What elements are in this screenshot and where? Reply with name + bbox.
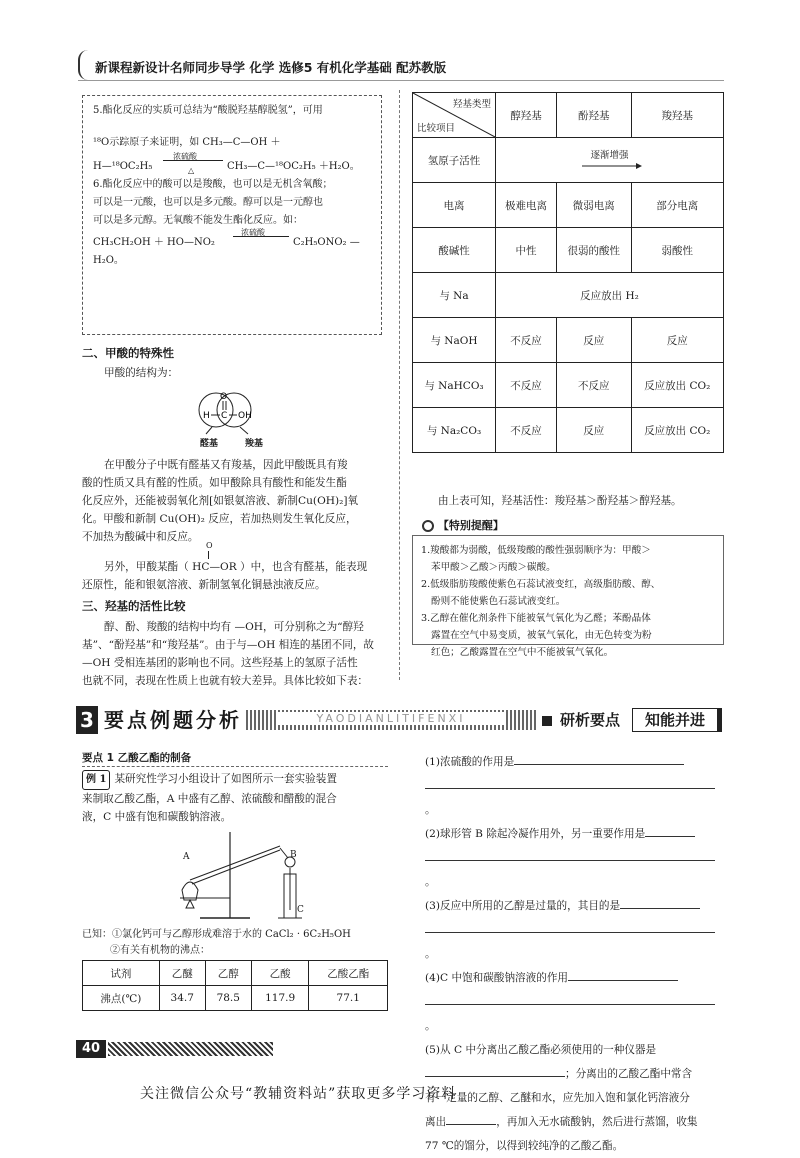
- hydroxyl-paragraph: [82, 618, 387, 690]
- text-line: 醇、酚、羧酸的结构中均有 —OH，可分别称之为“醇羟: [104, 621, 364, 633]
- table-cell: 极难电离: [496, 183, 557, 228]
- banner-bar: [718, 708, 722, 732]
- question-text: 有一定量的乙醇、乙醚和水，应先加入饱和氯化钙溶液分: [425, 1092, 690, 1104]
- hydroxyl-comparison-table: [412, 92, 724, 453]
- table-cell: 部分电离: [631, 183, 723, 228]
- reversible-arrow: [233, 236, 289, 237]
- table-cell: 反应: [556, 318, 631, 363]
- banner-tag: 知能并进: [632, 708, 718, 732]
- text-line: 在甲酸分子中既有醛基又有羧基，因此甲酸既具有羧: [104, 459, 348, 471]
- period: 。: [425, 948, 436, 960]
- table-header: 乙醇: [205, 961, 251, 986]
- svg-text:O: O: [220, 392, 228, 402]
- known-line: ②有关有机物的沸点：: [110, 945, 210, 956]
- row-label: 氢原子活性: [413, 138, 496, 183]
- banner-pinyin: YAODIANLITIFENXI: [276, 712, 506, 725]
- table-header: 乙酸乙酯: [309, 961, 388, 986]
- period: 。: [425, 1020, 436, 1032]
- label-aldehyde: 醛基: [200, 439, 219, 449]
- note-line: ¹⁸O示踪原子来证明，如 CH₃—C—OH ＋: [93, 137, 281, 148]
- reminder-label: 【特别提醒】: [437, 519, 504, 532]
- text-line: —OH 受相连基团的影响也不同。这些羟基上的氢原子活性: [82, 657, 358, 669]
- banner-square-icon: [542, 716, 552, 726]
- answer-blank[interactable]: [620, 908, 700, 909]
- merged-cell: [496, 138, 724, 183]
- answer-blank[interactable]: [425, 932, 715, 933]
- table-cell: 不反应: [556, 363, 631, 408]
- label-a: A: [183, 852, 190, 862]
- page-number: 40: [76, 1040, 106, 1058]
- special-reminder-title: [418, 517, 508, 533]
- header-decoration: [78, 50, 88, 80]
- example-text: [82, 770, 388, 826]
- tip-line: 3.乙醇在催化剂条件下能被氧气氧化为乙醛；苯酚晶体: [421, 613, 651, 624]
- period: 。: [425, 876, 436, 888]
- tip-line: 2.低级脂肪羧酸使紫色石蕊试液变红，高级脂肪酸、醇、: [421, 579, 661, 590]
- column-divider: [399, 90, 400, 680]
- table-cell: 微弱电离: [556, 183, 631, 228]
- page-number-decoration: [108, 1042, 273, 1056]
- tip-line: 红色；乙酸露置在空气中不能被氧气氧化。: [431, 647, 614, 658]
- row-label: 电离: [413, 183, 496, 228]
- footer-promo: 关注微信公众号“教辅资料站”获取更多学习资料: [140, 1086, 457, 1102]
- banner-tag: 研析要点: [560, 711, 621, 729]
- questions: [425, 750, 725, 1158]
- period: 。: [425, 804, 436, 816]
- table-cell: 不反应: [496, 363, 557, 408]
- example-badge: 例 1: [82, 770, 110, 790]
- question-text: 离出: [425, 1116, 447, 1128]
- table-cell: 117.9: [251, 986, 309, 1011]
- text-line: 某研究性学习小组设计了如图所示一套实验装置: [114, 773, 337, 785]
- table-header: 试剂: [83, 961, 160, 986]
- banner-stripe: [246, 710, 536, 730]
- page-header: 新课程新设计名师同步导学 化学 选修5 有机化学基础 配苏教版: [95, 60, 447, 75]
- question-text: ；分离出的乙酸乙酯中常含: [565, 1068, 693, 1080]
- table-header: 乙酸: [251, 961, 309, 986]
- table-cell: 不反应: [496, 318, 557, 363]
- section-banner: [76, 706, 722, 734]
- svg-text:OH: OH: [238, 411, 252, 421]
- catalyst-label: 浓硫酸: [241, 228, 265, 237]
- right-arrow-icon: [582, 162, 642, 170]
- text-line: 还原性，能和银氨溶液、新制氢氧化铜悬浊液反应。: [82, 579, 326, 591]
- tip-line: 1.羧酸都为弱酸，低级羧酸的酸性强弱顺序为：甲酸＞: [421, 545, 651, 556]
- banner-title: 要点例题分析: [104, 708, 242, 732]
- text-line: 化反应外，还能被弱氧化剂[如银氨溶液、新制Cu(OH)₂]氧: [82, 495, 359, 507]
- note-line: C₂H₅ONO₂ —: [293, 237, 360, 248]
- note-line: H₂O。: [93, 255, 124, 266]
- text-line: 另外，甲酸某酯（ HC—OR ）中，也含有醛基，能表现: [104, 561, 368, 573]
- note-line: 可以是多元醇。无氧酸不能发生酯化反应。如：: [93, 215, 303, 226]
- table-cell: 不反应: [496, 408, 557, 453]
- question-text: (3)反应中所用的乙醇是过量的，其目的是: [425, 900, 621, 912]
- answer-blank[interactable]: [425, 788, 715, 789]
- answer-blank[interactable]: [568, 980, 678, 981]
- text-line: 也就不同，表现在性质上也就有较大差异。具体比较如下表：: [82, 675, 369, 687]
- table-cell: 反应放出 CO₂: [631, 363, 723, 408]
- merged-cell: 反应放出 H₂: [496, 273, 724, 318]
- table-cell: 弱酸性: [631, 228, 723, 273]
- note-line: 5.酯化反应的实质可总结为“酸脱羟基醇脱氢”，可用: [93, 105, 323, 116]
- answer-blank[interactable]: [425, 1076, 565, 1077]
- note-line: 可以是一元酸，也可以是多元酸。醇可以是一元醇也: [93, 197, 323, 208]
- label-carboxyl: 羧基: [245, 439, 264, 449]
- label-c: C: [297, 905, 304, 915]
- tip-line: 露置在空气中易变质，被氧气氧化，由无色转变为粉: [431, 630, 652, 641]
- column-header: 羧羟基: [631, 93, 723, 138]
- note-line: 6.酯化反应中的酸可以是羧酸，也可以是无机含氧酸；: [93, 179, 333, 190]
- point-title: 要点 1 乙酸乙酯的制备: [82, 752, 192, 764]
- heat-icon: △: [188, 166, 195, 175]
- text-line: 液，C 中盛有饱和碳酸钠溶液。: [82, 811, 232, 823]
- known-line: 已知：①氯化钙可与乙醇形成难溶于水的 CaCl₂ · 6C₂H₅OH: [82, 929, 351, 940]
- table-cell: 77.1: [309, 986, 388, 1011]
- answer-blank[interactable]: [425, 1004, 715, 1005]
- row-label: 沸点(℃): [83, 986, 160, 1011]
- table-cell: 反应: [556, 408, 631, 453]
- question-text: (1)浓硫酸的作用是: [425, 756, 515, 768]
- paragraph: 甲酸的结构为：: [104, 367, 179, 379]
- trend-label: 逐渐增强: [590, 150, 629, 161]
- answer-blank[interactable]: [514, 764, 684, 765]
- question-text: (4)C 中饱和碳酸钠溶液的作用: [425, 972, 569, 984]
- table-cell: 很弱的酸性: [556, 228, 631, 273]
- table-cell: 中性: [496, 228, 557, 273]
- table-corner-cell: [413, 93, 496, 138]
- question-text: 77 ℃的馏分，以得到较纯净的乙酸乙酯。: [425, 1140, 624, 1152]
- row-label: 酸碱性: [413, 228, 496, 273]
- answer-blank[interactable]: [425, 860, 715, 861]
- question-text: (5)从 C 中分离出乙酸乙酯必须使用的一种仪器是: [425, 1044, 657, 1056]
- text-line: 来制取乙酸乙酯，A 中盛有乙醇、浓硫酸和醋酸的混合: [82, 793, 337, 805]
- header-rule: [78, 80, 724, 81]
- table-conclusion: 由上表可知，羟基活性：羧羟基＞酚羟基＞醇羟基。: [438, 495, 682, 507]
- carbonyl-o-label: O: [206, 541, 213, 550]
- corner-label-bottom: 比较项目: [417, 123, 456, 134]
- table-cell: 78.5: [205, 986, 251, 1011]
- row-label: 与 NaOH: [413, 318, 496, 363]
- question-text: (2)球形管 B 除起冷凝作用外，另一重要作用是: [425, 828, 646, 840]
- text-line: 不加热为酸碱中和反应。: [82, 531, 199, 543]
- svg-text:C: C: [221, 411, 228, 421]
- reversible-arrow: [163, 160, 223, 161]
- text-line: 化。甲酸和新制 Cu(OH)₂ 反应，若加热则发生氧化反应，: [82, 513, 357, 525]
- table-header: 乙醚: [159, 961, 205, 986]
- tip-line: 酚则不能使紫色石蕊试液变红。: [431, 596, 566, 607]
- esterification-note-box: [82, 95, 382, 335]
- column-header: 酚羟基: [556, 93, 631, 138]
- special-reminder-box: [412, 535, 724, 658]
- table-cell: 反应: [631, 318, 723, 363]
- table-cell: 反应放出 CO₂: [631, 408, 723, 453]
- catalyst-label: 浓硫酸: [173, 152, 197, 161]
- note-line: H—¹⁸OC₂H₅: [93, 161, 153, 172]
- section-title: 二、甲酸的特殊性: [82, 346, 174, 360]
- note-line: CH₃—C—¹⁸OC₂H₅ ＋H₂O。: [227, 161, 360, 172]
- point-divider: [82, 766, 388, 767]
- column-header: 醇羟基: [496, 93, 557, 138]
- section-title: 三、羟基的活性比较: [82, 599, 186, 613]
- note-line: CH₃CH₂OH ＋ HO—NO₂: [93, 237, 215, 248]
- label-b: B: [290, 850, 297, 860]
- answer-blank[interactable]: [645, 836, 695, 837]
- row-label: 与 Na₂CO₃: [413, 408, 496, 453]
- answer-blank[interactable]: [446, 1124, 496, 1125]
- text-line: 酸的性质又具有醛的性质。如甲酸除具有酸性和能发生酯: [82, 477, 347, 489]
- formic-acid-paragraph: [82, 456, 387, 546]
- svg-text:H: H: [203, 411, 210, 421]
- question-text: ，再加入无水硫酸钠，然后进行蒸馏，收集: [496, 1116, 698, 1128]
- magnifier-icon: [422, 520, 434, 532]
- boiling-point-table: [82, 960, 388, 1011]
- row-label: 与 NaHCO₃: [413, 363, 496, 408]
- text-line: 基”、“酚羟基”和“羧羟基”。由于与—OH 相连的基团不同，故: [82, 639, 375, 651]
- corner-label-top: 羟基类型: [452, 99, 491, 110]
- tip-line: 苯甲酸＞乙酸＞丙酸＞碳酸。: [431, 562, 556, 573]
- ester-apparatus-diagram: [160, 828, 320, 924]
- row-label: 与 Na: [413, 273, 496, 318]
- table-cell: 34.7: [159, 986, 205, 1011]
- banner-number: 3: [76, 706, 98, 734]
